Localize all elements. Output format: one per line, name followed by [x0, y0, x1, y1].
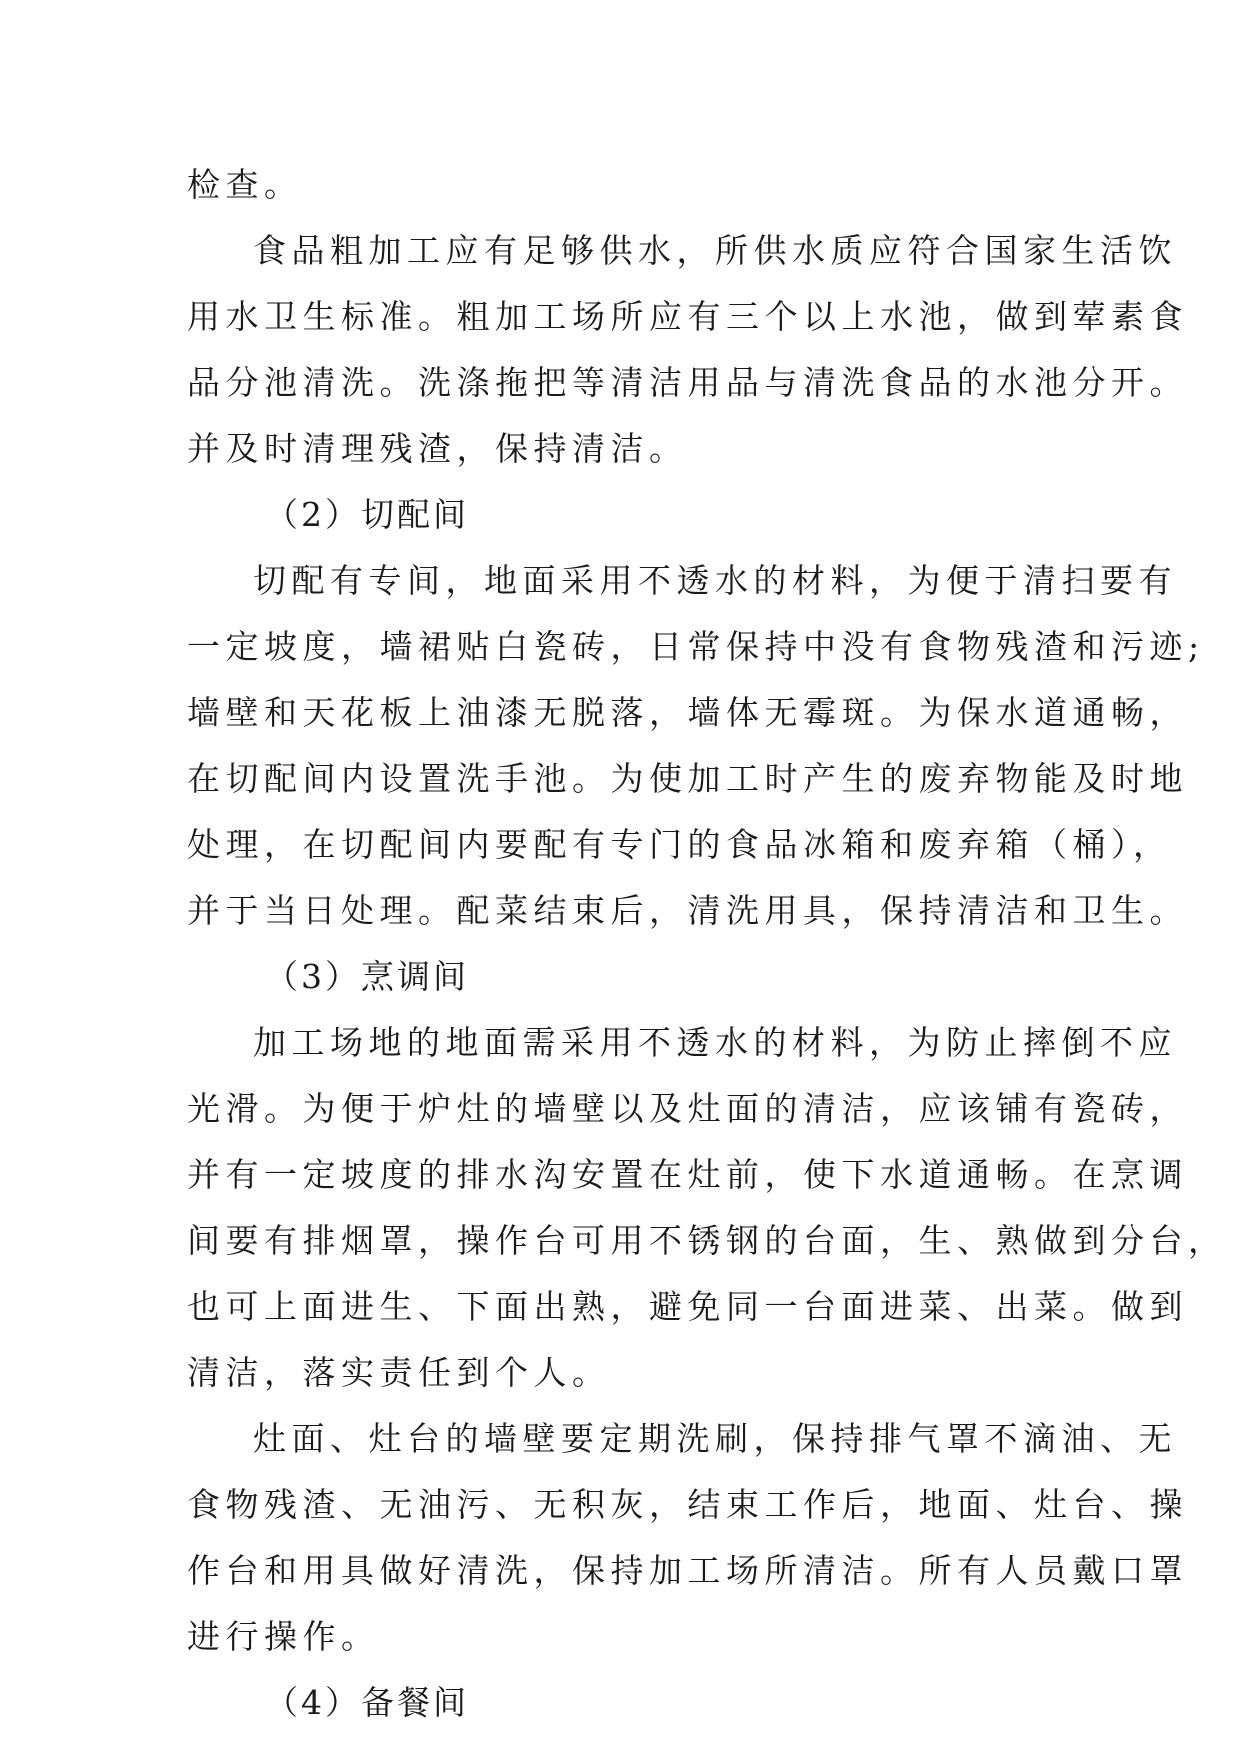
paragraph-line: 也可上面进生、下面出熟，避免同一台面进菜、出菜。做到 — [187, 1287, 1188, 1326]
paragraph-line: 食物残渣、无油污、无积灰，结束工作后，地面、灶台、操 — [187, 1485, 1188, 1524]
paragraph-line: 食品粗加工应有足够供水，所供水质应符合国家生活饮 — [253, 231, 1177, 270]
paragraph-line: 加工场地的地面需采用不透水的材料，为防止摔倒不应 — [253, 1023, 1177, 1062]
section-heading: （3）烹调间 — [265, 957, 469, 996]
paragraph-line: 并及时清理残渣，保持清洁。 — [187, 429, 688, 468]
paragraph-line: 灶面、灶台的墙壁要定期洗刷，保持排气罩不滴油、无 — [253, 1419, 1177, 1458]
paragraph-line: 清洁，落实责任到个人。 — [187, 1353, 611, 1392]
section-heading: （4）备餐间 — [265, 1683, 469, 1722]
paragraph-line: 用水卫生标准。粗加工场所应有三个以上水池，做到荤素食 — [187, 297, 1188, 336]
paragraph-line: 进行操作。 — [187, 1617, 380, 1656]
paragraph-line: 在切配间内设置洗手池。为使加工时产生的废弃物能及时地 — [187, 759, 1188, 798]
paragraph-line: 间要有排烟罩，操作台可用不锈钢的台面，生、熟做到分台， — [187, 1221, 1227, 1260]
paragraph-line: 品分池清洗。洗涤拖把等清洁用品与清洗食品的水池分开。 — [187, 363, 1188, 402]
body-text — [187, 152, 1227, 1736]
paragraph-line: 并于当日处理。配菜结束后，清洗用具，保持清洁和卫生。 — [187, 891, 1188, 930]
paragraph-line: 处理，在切配间内要配有专门的食品冰箱和废弃箱（桶）， — [187, 825, 1172, 864]
paragraph-line: 墙壁和天花板上油漆无脱落，墙体无霉斑。为保水道通畅， — [187, 693, 1188, 732]
paragraph-line: 作台和用具做好清洗，保持加工场所清洁。所有人员戴口罩 — [187, 1551, 1188, 1590]
paragraph-line: 并有一定坡度的排水沟安置在灶前，使下水道通畅。在烹调 — [187, 1155, 1188, 1194]
paragraph-line: 一定坡度，墙裙贴白瓷砖，日常保持中没有食物残渣和污迹; — [187, 627, 1205, 666]
paragraph-line: 检查。 — [187, 165, 303, 204]
section-heading: （2）切配间 — [265, 495, 469, 534]
paragraph-line: 切配有专间，地面采用不透水的材料，为便于清扫要有 — [253, 561, 1177, 600]
paragraph-line: 光滑。为便于炉灶的墙壁以及灶面的清洁，应该铺有瓷砖， — [187, 1089, 1188, 1128]
